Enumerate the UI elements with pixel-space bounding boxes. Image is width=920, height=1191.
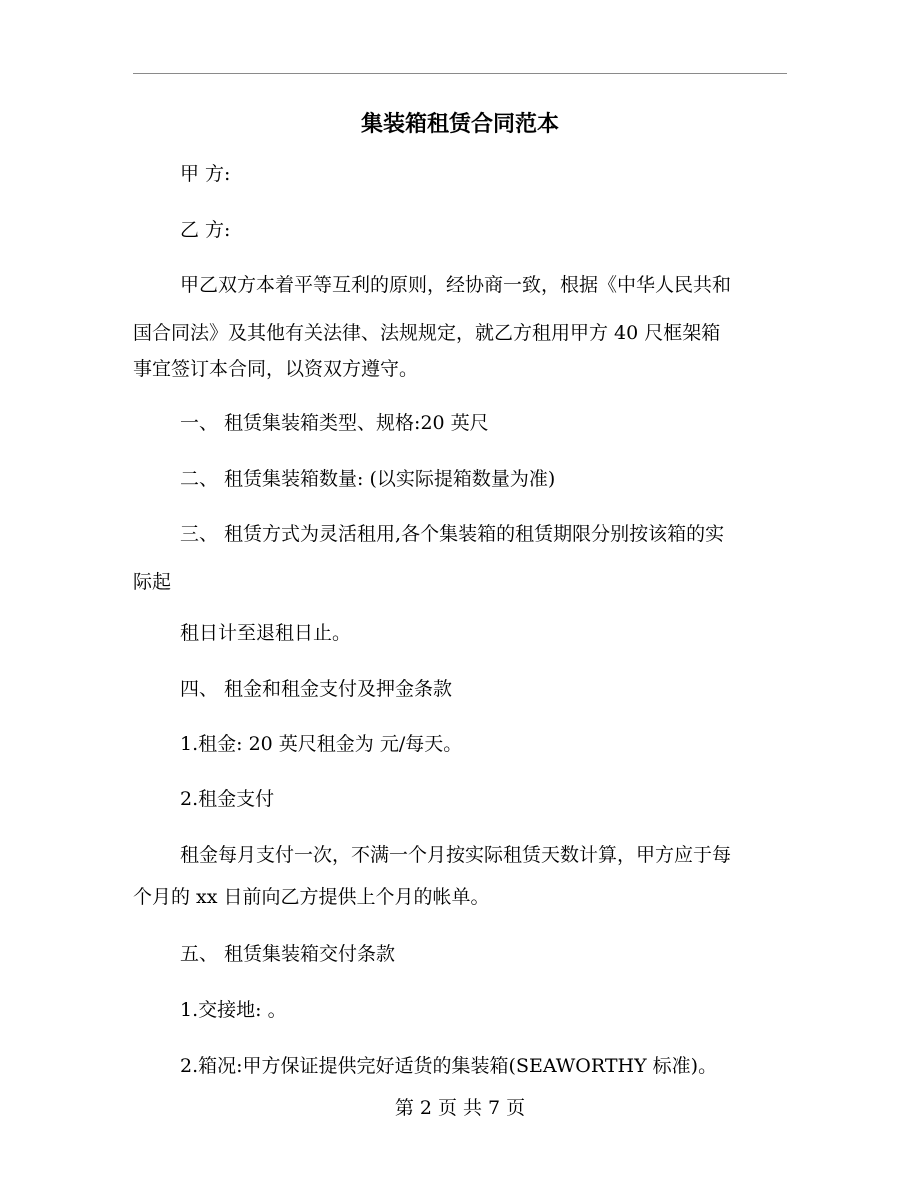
clause-1: 一、 租赁集装箱类型、规格:20 英尺 <box>180 412 489 434</box>
clause-2: 二、 租赁集装箱数量: (以实际提箱数量为准) <box>180 468 556 490</box>
page-indicator: 第 2 页 共 7 页 <box>394 1097 526 1119</box>
clause-5-1: 1.交接地: 。 <box>180 999 287 1021</box>
document-title: 集装箱租赁合同范本 <box>360 111 559 137</box>
clause-4: 四、 租金和租金支付及押金条款 <box>180 678 453 700</box>
clause-3-continuation: 租日计至退租日止。 <box>180 622 352 644</box>
party-a-line: 甲 方: <box>180 163 231 185</box>
clause-5: 五、 租赁集装箱交付条款 <box>180 943 396 965</box>
clause-3-line-1: 三、 租赁方式为灵活租用,各个集装箱的租赁期限分别按该箱的实 <box>180 523 725 545</box>
clause-4-2: 2.租金支付 <box>180 788 275 810</box>
clause-5-2: 2.箱况:甲方保证提供完好适货的集装箱(SEAWORTHY 标准)。 <box>180 1055 718 1077</box>
clause-4-2-text-line-2: 个月的 xx 日前向乙方提供上个月的帐单。 <box>133 886 490 908</box>
header-rule <box>133 73 787 74</box>
intro-line-2: 国合同法》及其他有关法律、法规规定，就乙方租用甲方 40 尺框架箱 <box>133 322 721 344</box>
intro-line-3: 事宜签订本合同，以资双方遵守。 <box>133 358 419 380</box>
clause-4-1: 1.租金: 20 英尺租金为 元/每天。 <box>180 733 463 755</box>
intro-line-1: 甲乙双方本着平等互利的原则，经协商一致，根据《中华人民共和 <box>180 274 732 296</box>
party-b-line: 乙 方: <box>180 219 231 241</box>
clause-4-2-text-line-1: 租金每月支付一次，不满一个月按实际租赁天数计算，甲方应于每 <box>180 844 732 866</box>
clause-3-line-2: 际起 <box>133 571 172 593</box>
